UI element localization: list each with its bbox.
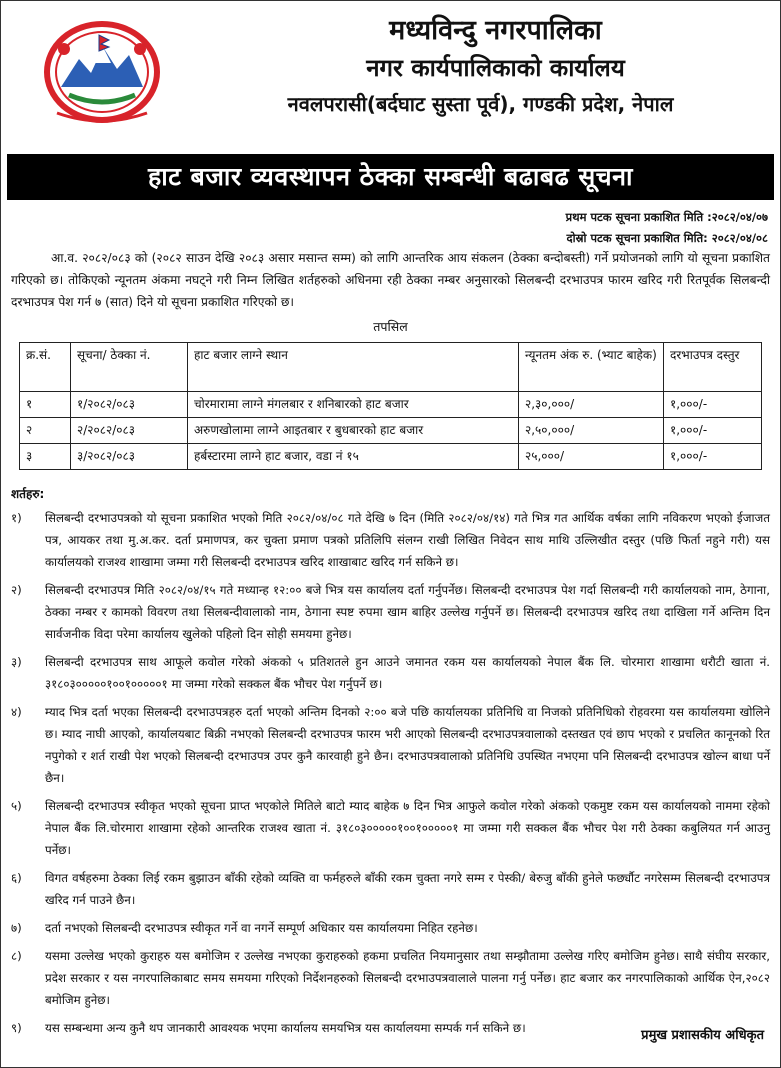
cell-fee: १,०००/- — [664, 444, 762, 470]
cell-contract-no: २/२०८२/०८३ — [71, 418, 188, 444]
col-header-contract-no: सूचना/ ठेक्का नं. — [71, 343, 188, 392]
condition-number: ७) — [11, 921, 22, 935]
col-header-location: हाट बजार लाग्ने स्थान — [188, 343, 519, 392]
cell-fee: १,०००/- — [664, 392, 762, 418]
condition-text: सिलबन्दी दरभाउपत्र स्वीकृत भएको सूचना प्राप्त भएकोले मितिले बाटो म्याद बाहेक ७ दिन भित्र आफुले कवोल गरेको अंकको एकमुष्ट रकम यस कार्यालयको नाममा रहेको नेपाल बैंक लि.चोरमारा शाखामा रहेको आन्तरिक राजश्व खाता नं. ३१८०३०००००१००१०००००१ मा जम्मा गरी सक्कल बैंक भौचर पेश गरी ठेक्का कबुलियत गर्न आउनु पर्नेछ। — [45, 799, 770, 857]
condition-item — [11, 795, 770, 861]
condition-text: सिलबन्दी दरभाउपत्र मिति २०८२/०४/१५ गते मध्यान्ह १२:०० बजे भित्र यस कार्यालय दर्ता गर्नुपर्नेछ। सिलबन्दी दरभाउपत्र पेश गर्दा सिलबन्दी गरी कार्यालयको नाम, ठेगाना, ठेक्का नम्बर र कामको विवरण तथा सिलबन्दीवालाको नाम, ठेगाना स्पष्ट रुपमा खाम बाहिर उल्लेख गर्नुपर्ने छ। सिलबन्दी दरभाउपत्र खरिद तथा दाखिला गर्ने अन्तिम दिन सार्वजनीक विदा परेमा कार्यालय खुलेको पहिलो दिन सोही समयमा हुनेछ। — [45, 583, 770, 641]
schedule-heading: तपसिल — [373, 319, 408, 334]
table-row — [20, 418, 762, 444]
condition-number: ६) — [11, 871, 22, 885]
municipality-emblem-icon — [39, 17, 165, 127]
contract-table — [19, 342, 762, 470]
office-name: नगर कार्यपालिकाको कार्यालय — [366, 54, 625, 82]
cell-location: अरुणखोलामा लाग्ने आइतबार र बुधबारको हाट बजार — [188, 418, 519, 444]
publication-dates — [566, 207, 768, 249]
cell-location: चोरमारामा लाग्ने मंगलबार र शनिबारको हाट बजार — [188, 392, 519, 418]
condition-number: २) — [11, 583, 22, 597]
org-name: मध्यविन्दु नगरपालिका — [389, 15, 602, 46]
condition-number: ३) — [11, 655, 22, 669]
condition-item — [11, 701, 770, 789]
condition-text: सिलबन्दी दरभाउपत्रको यो सूचना प्रकाशित भएको मिति २०८२/०४/०८ गते देखि ७ दिन (मिति २०८२/०४/१४) गते भित्र गत आर्थिक वर्षका लागि नविकरण भएको ईजाजत पत्र, आयकर तथा मु.अ.कर. दर्ता प्रमाणपत्र, कर चुक्ता प्रमाण पत्रको प्रतिलिपि संलग्न राखी लिखित निवेदन साथ माथि उल्लिखीत दस्तुर (पछि फिर्ता नहुने गरी) यस कार्यालयको राजश्व शाखामा जम्मा गरी सिलबन्दी दरभाउपत्र खरिद शाखाबाट खरिद गर्न सकिने छ। — [45, 511, 770, 569]
condition-number: ४) — [11, 705, 22, 719]
cell-sn: ३ — [20, 444, 71, 470]
condition-number: ८) — [11, 949, 22, 963]
condition-text: यसमा उल्लेख भएको कुराहरु यस बमोजिम र उल्लेख नभएका कुराहरुको हकमा प्रचलित नियमानुसार तथा सम्झौतामा उल्लेख गरिए बमोजिम हुनेछ। साथै संघीय सरकार, प्रदेश सरकार र यस नगरपालिकाबाट समय समयमा गरिएको निर्देशनहरुको सिलबन्दी दरभाउपत्रवालाले पालना गर्नु पर्नेछ। हाट बजार कर नगरपालिकाको आर्थिक ऐन,२०८२ बमोजिम हुनेछ। — [45, 949, 770, 1007]
signatory-title: प्रमुख प्रशासकीय अधिकृत — [641, 1028, 764, 1043]
cell-min-amount: २५,०००/ — [519, 444, 664, 470]
cell-sn: २ — [20, 418, 71, 444]
cell-contract-no: ३/२०८२/०८३ — [71, 444, 188, 470]
organization-block — [171, 13, 780, 121]
condition-text: म्याद भित्र दर्ता भएका सिलबन्दी दरभाउपत्रहरु दर्ता भएको अन्तिम दिनको २:०० बजे पछि कार्यालयका प्रतिनिधि वा निजको प्रतिनिधिको रोहवरमा यस कार्यालयमा खोलिने छ। म्याद नाघी आएको, कार्यालयबाट बिक्री नभएको सिलबन्दी दरभाउपत्र फारम भरी आएको सिलबन्दी दरभाउपत्रवालाको दस्तखत एवं छाप भएको र प्रचलित कानूनको रित नपुगेको र शर्त राखी पेश भएको सिलबन्दी दरभाउपत्र उपर कुनै कारवाही हुने छैन। दरभाउपत्रवालाको प्रतिनिधि उपस्थित नभएमा पनि सिलबन्दी दरभाउपत्र खोल्न बाधा पर्ने छैन। — [45, 705, 770, 785]
cell-fee: १,०००/- — [664, 418, 762, 444]
col-header-min-amount: न्यूनतम अंक रु. (भ्याट बाहेक) — [519, 343, 664, 392]
condition-number: १) — [11, 511, 22, 525]
condition-text: यस सम्बन्धमा अन्य कुनै थप जानकारी आवश्यक भएमा कार्यालय समयभित्र यस कार्यालयमा सम्पर्क गर्न सकिने छ। — [45, 1021, 526, 1035]
conditions-list — [11, 507, 770, 1045]
cell-min-amount: २,३०,०००/ — [519, 392, 664, 418]
table-row — [20, 444, 762, 470]
condition-number: ५) — [11, 799, 22, 813]
second-publication-date: दोस्रो पटक सूचना प्रकाशित मिति: २०८२/०४/०८ — [566, 231, 768, 245]
notice-title-banner: हाट बजार व्यवस्थापन ठेक्का सम्बन्धी बढाबढ सूचना — [7, 154, 774, 200]
condition-item — [11, 867, 770, 911]
letterhead — [1, 1, 780, 149]
condition-text: सिलबन्दी दरभाउपत्र साथ आफूले कवोल गरेको अंकको ५ प्रतिशतले हुन आउने जमानत रकम यस कार्यालयको नेपाल बैंक लि. चोरमारा शाखामा धरौटी खाता नं. ३१८०३०००००१००१०००००१ मा जम्मा गरेको सक्कल बैंक भौचर पेश गर्नुपर्ने छ। — [45, 655, 770, 691]
intro-paragraph: आ.व. २०८२/०८३ को (२०८२ साउन देखि २०८३ असार मसान्त सम्म) को लागि आन्तरिक आय संकलन (ठेक्का बन्दोबस्ती) गर्ने प्रयोजनको लागि यो सूचना प्रकाशित गरिएको छ। तोकिएको न्यूनतम अंकमा नघट्ने गरी निम्न लिखित शर्तहरुको अधिनमा रही ठेक्का नम्बर अनुसारको सिलबन्दी दरभाउपत्र फारम खरिद गरी रितपूर्वक सिलबन्दी दरभाउपत्र पेश गर्न ७ (सात) दिने यो सूचना प्रकाशित गरिएको छ। — [11, 251, 770, 309]
cell-min-amount: २,५०,०००/ — [519, 418, 664, 444]
condition-number: ९) — [11, 1021, 22, 1035]
cell-location: हर्बस्टारमा लाग्ने हाट बजार, वडा नं १५ — [188, 444, 519, 470]
condition-item — [11, 917, 770, 939]
cell-sn: १ — [20, 392, 71, 418]
conditions-heading: शर्तहरु: — [11, 487, 45, 501]
col-header-sn: क्र.सं. — [20, 343, 71, 392]
cell-contract-no: १/२०८२/०८३ — [71, 392, 188, 418]
condition-item — [11, 651, 770, 695]
first-publication-date: प्रथम पटक सूचना प्रकाशित मिति :२०८२/०४/०७ — [565, 210, 768, 224]
condition-text: विगत वर्षहरुमा ठेक्का लिई रकम बुझाउन बाँकी रहेको व्यक्ति वा फर्महरुले बाँकी रकम चुक्ता नगरे सम्म र पेस्की/ बेरुजु बाँकी हुनेले फर्छ्यौट नगरेसम्म सिलबन्दी दरभाउपत्र खरिद गर्न पाउने छैन। — [45, 871, 770, 907]
condition-text: दर्ता नभएको सिलबन्दी दरभाउपत्र स्वीकृत गर्ने वा नगर्ने सम्पूर्ण अधिकार यस कार्यालयमा निहित रहनेछ। — [45, 921, 478, 935]
condition-item — [11, 945, 770, 1011]
org-address: नवलपरासी(बर्दघाट सुस्ता पूर्व), गण्डकी प्रदेश, नेपाल — [287, 92, 674, 116]
table-header-row — [20, 343, 762, 392]
condition-item — [11, 579, 770, 645]
table-row — [20, 392, 762, 418]
condition-item — [11, 507, 770, 573]
col-header-fee: दरभाउपत्र दस्तुर — [664, 343, 762, 392]
